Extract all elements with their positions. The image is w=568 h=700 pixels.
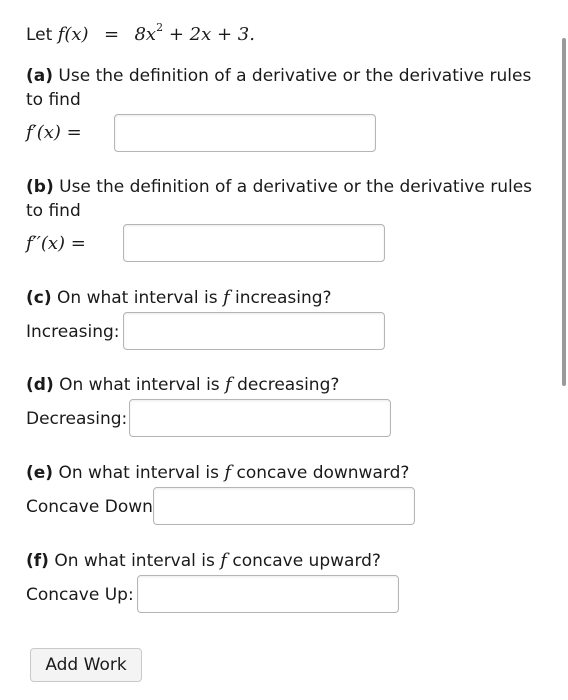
part-c-answer-label: Increasing: <box>26 322 120 342</box>
part-d-tag: (d) <box>26 375 54 395</box>
part-d-question <box>26 373 339 397</box>
part-a-question-line1 <box>26 64 531 88</box>
part-e-text-post: concave downward? <box>231 463 410 483</box>
part-c-text-pre: On what interval is <box>51 288 223 308</box>
part-b-text: Use the definition of a derivative or the derivative rules <box>53 177 533 197</box>
part-e-tag: (e) <box>26 463 54 483</box>
part-f-var: f <box>220 550 227 571</box>
part-a-answer-box <box>114 114 376 152</box>
function-exponent: 2 <box>156 21 164 34</box>
function-lhs: f(x) <box>57 24 89 45</box>
part-e-text-pre: On what interval is <box>53 463 225 483</box>
part-f-question <box>26 549 381 573</box>
function-term-1: 8x <box>134 24 157 45</box>
part-b-answer-input[interactable] <box>124 225 384 261</box>
function-rhs <box>134 21 255 45</box>
part-f-text-post: concave upward? <box>226 551 381 571</box>
concave-up-input[interactable] <box>138 576 398 612</box>
part-a-text: Use the definition of a derivative or the derivative rules <box>53 66 532 86</box>
part-d-answer-box <box>129 399 391 437</box>
problem-statement <box>26 18 255 47</box>
part-a-answer-input[interactable] <box>115 115 375 151</box>
part-d-text-pre: On what interval is <box>53 375 226 395</box>
part-c-text-post: increasing? <box>229 288 332 308</box>
part-e-question <box>26 461 409 485</box>
part-a-question-line2: to find <box>26 90 81 110</box>
part-f-answer-label: Concave Up: <box>26 585 134 605</box>
equals-sign: = <box>103 24 120 45</box>
part-a-tag: (a) <box>26 66 54 86</box>
part-b-question-line2: to find <box>26 201 81 221</box>
part-c-tag: (c) <box>26 288 52 308</box>
part-c-answer-box <box>123 312 385 350</box>
function-term-2: + 2x + 3. <box>168 24 255 45</box>
part-c-question <box>26 286 332 310</box>
part-e-answer-label: Concave Down <box>26 497 153 517</box>
part-b-question-line1 <box>26 175 532 199</box>
part-f-tag: (f) <box>26 551 49 571</box>
part-e-var: f <box>224 462 232 483</box>
intro-label: Let <box>26 25 53 45</box>
part-b-tag: (b) <box>26 177 54 197</box>
add-work-button[interactable]: Add Work <box>30 648 142 682</box>
part-b-answer-label: f′′(x) = <box>26 233 86 254</box>
part-d-text-post: decreasing? <box>231 375 340 395</box>
part-f-text-pre: On what interval is <box>48 551 221 571</box>
part-b-answer-box <box>123 224 385 262</box>
part-d-answer-label: Decreasing: <box>26 409 128 429</box>
part-d-var: f <box>225 374 232 395</box>
increasing-input[interactable] <box>124 313 384 349</box>
scrollbar-thumb[interactable] <box>562 38 566 386</box>
part-e-answer-box <box>153 487 415 525</box>
part-c-var: f <box>222 287 230 308</box>
concave-down-input[interactable] <box>154 488 414 524</box>
part-a-answer-label: f′(x) = <box>26 122 82 143</box>
decreasing-input[interactable] <box>130 400 390 436</box>
part-f-answer-box <box>137 575 399 613</box>
